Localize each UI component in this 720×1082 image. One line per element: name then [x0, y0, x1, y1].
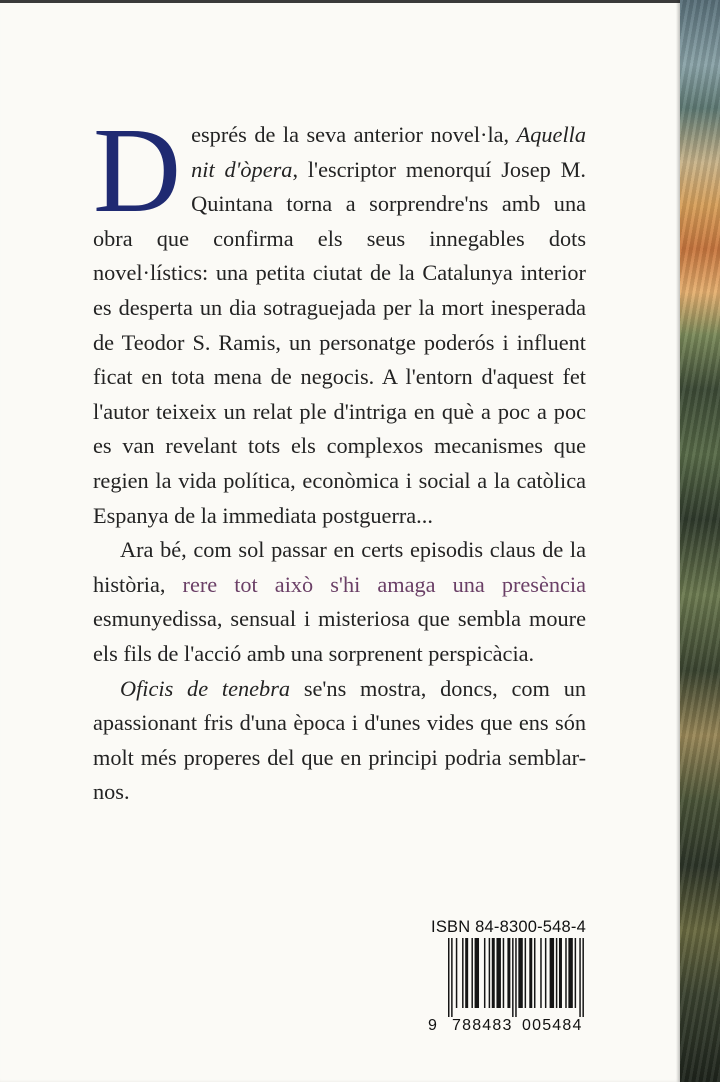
barcode-digits-left: 788483 — [452, 1017, 513, 1034]
barcode-bar — [545, 938, 546, 1008]
barcode-bar — [471, 938, 472, 1008]
barcode-bar — [503, 938, 504, 1008]
barcode-bar — [579, 938, 580, 1017]
barcode-bar — [489, 938, 490, 1008]
barcode-bar — [448, 938, 449, 1017]
blurb-text — [93, 103, 587, 810]
blurb-p1-lead: esprés de la seva anterior novel·la, — [191, 122, 517, 147]
barcode-bar — [556, 938, 557, 1008]
blurb-p3-rest: se'ns mostra, doncs, com un apassionant fris d'una època i d'unes vides que ens són molt més properes del que en principi podria semblar-nos. — [93, 675, 586, 805]
barcode-bar — [529, 938, 532, 1008]
barcode-bar — [507, 938, 510, 1008]
isbn-label: ISBN 84-8300-548-4 — [431, 918, 586, 936]
barcode-bar — [456, 938, 457, 1008]
barcode-bar — [465, 938, 468, 1008]
barcode-bar — [496, 938, 500, 1008]
barcode-bar — [565, 938, 566, 1008]
drop-cap: D — [93, 103, 182, 238]
barcode-bar — [515, 938, 516, 1017]
book-title: Oficis de tenebra — [120, 675, 291, 701]
barcode-bar — [525, 938, 526, 1008]
barcode-bar — [475, 938, 479, 1008]
blurb-paragraph-2 — [93, 533, 586, 671]
barcode-bar — [568, 938, 572, 1008]
previous-novel-title: Aquella nit d'òpera — [191, 122, 586, 182]
barcode-bar — [575, 938, 576, 1008]
barcode-bar — [462, 938, 463, 1008]
barcode-bar — [550, 938, 554, 1008]
barcode-bar — [534, 938, 535, 1008]
barcode-bar — [540, 938, 541, 1008]
barcode-digits — [428, 1017, 586, 1037]
barcode-bar — [582, 938, 583, 1017]
barcode-block — [428, 918, 586, 1037]
barcode-bar — [451, 938, 452, 1017]
barcode-bar — [559, 938, 562, 1008]
blurb-p2-b: rere tot això s'hi amaga una presència — [182, 571, 587, 597]
front-cover-edge-artwork — [680, 0, 720, 1082]
top-edge — [0, 0, 680, 3]
blurb-paragraph-3 — [93, 672, 586, 810]
blurb-p2-c: esmunyedissa, sensual i misteriosa que sembla moure els fils de l'acció amb una sorprenent perspicàcia. — [93, 606, 586, 666]
blurb-p1-rest: , l'escriptor menorquí Josep M. Quintana torna a sorprendre'ns amb una obra que confirma els seus innegables dots novel·lístics: una petita ciutat de la Catalunya interior es desperta un dia sotraguejada per la mort inesperada de Teodor S. Ramis, un personatge poderós i influent ficat en tota mena de negocis. A l'entorn d'aquest fet l'autor teixeix un relat ple d'intriga en què a poc a poc es van revelant tots els complexos mecanismes que regien la vida política, econòmica i social a la catòlica Espanya de la immediata postguerra... — [93, 156, 586, 528]
blurb-paragraph-1 — [93, 103, 586, 533]
barcode-bar — [492, 938, 495, 1008]
blurb-p2-a: Ara bé, com sol passar en certs episodis claus de la història, — [93, 537, 586, 597]
barcode-bar — [512, 938, 513, 1017]
barcode-digit-first: 9 — [428, 1017, 437, 1034]
barcode-bar — [518, 938, 522, 1008]
barcode-graphic — [448, 938, 584, 1017]
barcode-bars — [448, 938, 584, 1017]
barcode-bar — [484, 938, 485, 1008]
barcode-digits-right: 005484 — [522, 1017, 583, 1034]
